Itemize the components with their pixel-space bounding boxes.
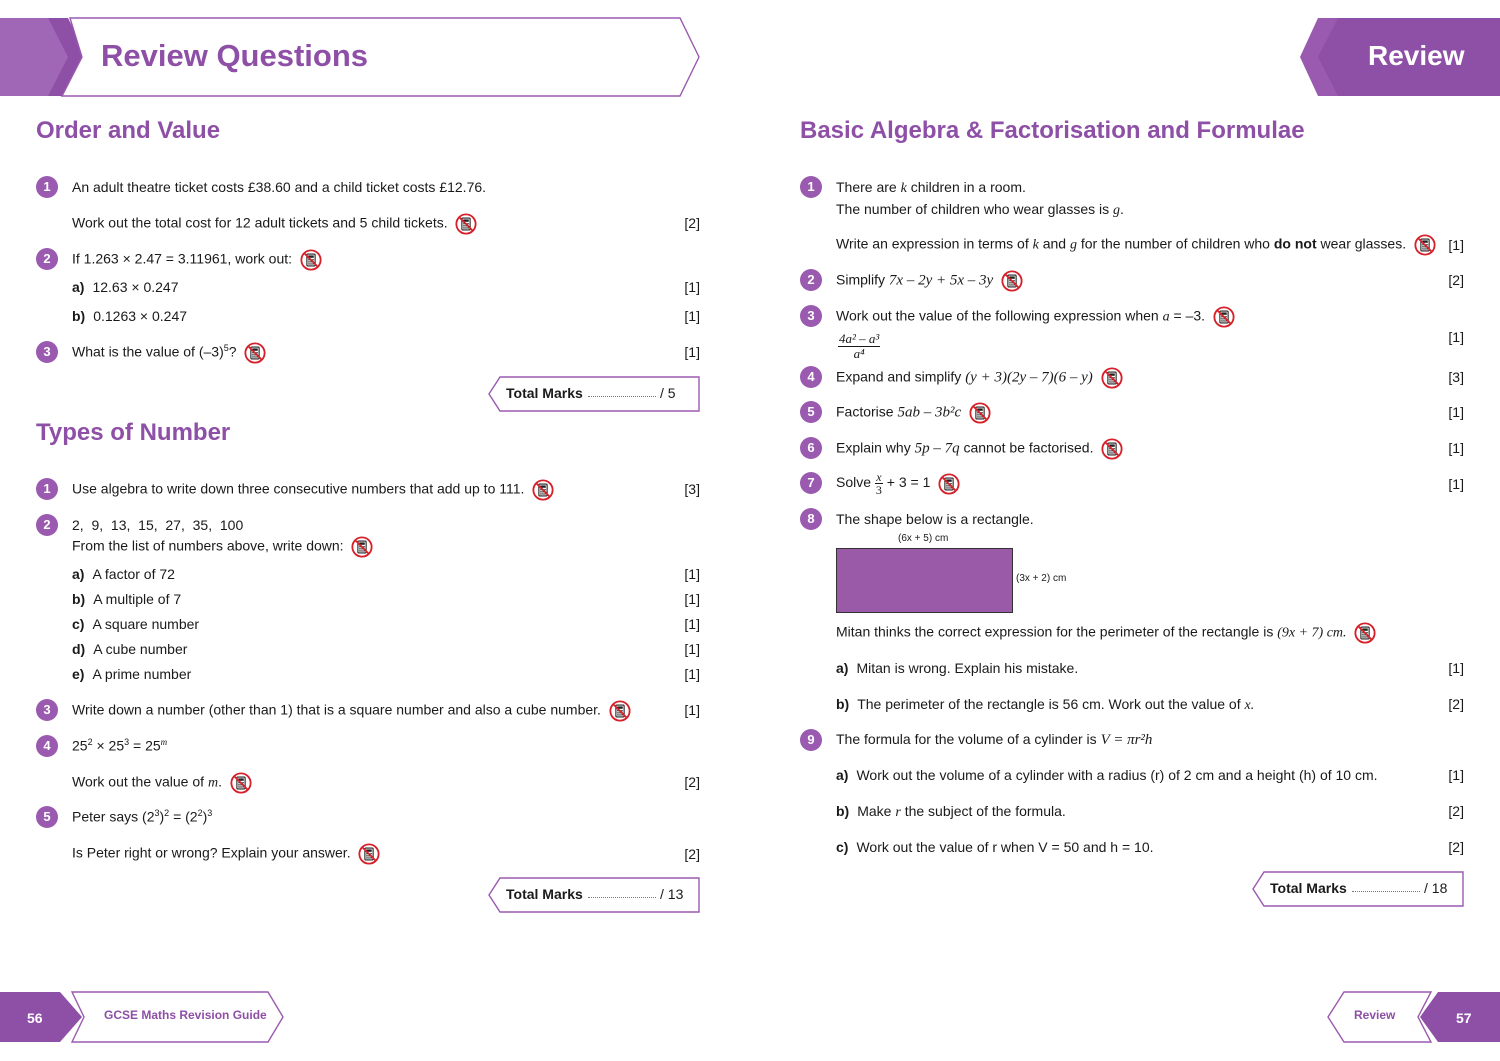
question-text <box>836 270 1023 292</box>
total-marks-label: Total Marks <box>506 886 583 902</box>
question-number: 4 <box>800 366 822 388</box>
expression: 5ab – 3b²c <box>897 404 962 421</box>
marks: [1] <box>684 702 700 718</box>
part-text: A factor of 72 <box>92 566 175 582</box>
text-part: Write an expression in terms of <box>836 235 1029 252</box>
emphasis: do not <box>1273 235 1317 252</box>
question-text <box>72 342 266 364</box>
marks: [1] <box>1448 476 1464 492</box>
marks: [2] <box>684 774 700 790</box>
variable: m <box>207 775 219 791</box>
part-label: a) <box>72 279 85 295</box>
number-list: 2, 9, 13, 15, 27, 35, 100 <box>72 517 244 533</box>
question-text <box>836 471 960 496</box>
expr-part: × 25 <box>92 737 125 754</box>
part-text: A multiple of 7 <box>93 591 182 607</box>
question-part <box>836 696 1254 714</box>
no-calculator-icon <box>230 772 252 794</box>
total-marks-box <box>488 376 700 408</box>
right-header-banner <box>1298 16 1500 98</box>
part-label: c) <box>72 616 85 632</box>
rectangle-top-label: (6x + 5) cm <box>898 533 949 544</box>
expr-part: 25 <box>72 737 88 754</box>
question-text <box>72 843 380 865</box>
book-title: GCSE Maths Revision Guide <box>104 1008 267 1022</box>
no-calculator-icon <box>300 249 322 271</box>
superscript: m <box>160 737 168 747</box>
part-text: 12.63 × 0.247 <box>92 279 179 295</box>
no-calculator-icon <box>1213 306 1235 328</box>
superscript: 2 <box>164 808 170 818</box>
part-text: Mitan is wrong. Explain his mistake. <box>856 660 1079 676</box>
total-marks-value: / 13 <box>660 886 684 902</box>
expr-part: ) <box>202 808 208 825</box>
text-part: Mitan thinks the correct expression for the perimeter of the rectangle is <box>836 623 1274 640</box>
variable: k <box>900 181 907 196</box>
question-text <box>836 234 1436 256</box>
question-text-body: From the list of numbers above, write down: <box>72 537 344 554</box>
superscript: 5 <box>223 343 229 354</box>
text-part: + 3 = 1 <box>882 474 931 491</box>
marks: [2] <box>1448 696 1464 712</box>
text-part: The number of children who wear glasses is <box>836 201 1110 217</box>
rectangle-diagram <box>836 548 1013 613</box>
part-label: b) <box>836 696 850 712</box>
part-text: Work out the value of r when V = 50 and h = 10. <box>856 839 1154 855</box>
no-calculator-icon <box>1001 270 1023 292</box>
text-part: children in a room. <box>910 179 1026 195</box>
text-part: and <box>1042 235 1067 252</box>
no-calculator-icon <box>358 843 380 865</box>
marks: [1] <box>1448 660 1464 676</box>
superscript: 3 <box>207 808 213 818</box>
question-text <box>836 179 1026 197</box>
section-label: Review <box>1368 40 1465 71</box>
question-text <box>836 306 1235 328</box>
question-text <box>836 731 1152 749</box>
question-text-body: If 1.263 × 2.47 = 3.11961, work out: <box>72 250 293 267</box>
question-text <box>72 249 322 271</box>
text-part: cannot be factorised. <box>963 439 1094 456</box>
part-label: a) <box>836 767 849 783</box>
question-part <box>836 767 1378 783</box>
marks: [1] <box>1448 329 1464 345</box>
question-text <box>72 536 373 558</box>
question-text-body: Write down a number (other than 1) that is a square number and also a cube number. <box>72 701 601 718</box>
marks: [1] <box>1448 440 1464 456</box>
total-marks-box <box>488 877 700 909</box>
question-part <box>72 279 178 295</box>
question-text <box>836 438 1123 460</box>
question-text <box>836 622 1376 644</box>
marks: [2] <box>1448 272 1464 288</box>
question-number: 3 <box>36 341 58 363</box>
part-text: A cube number <box>93 641 188 657</box>
left-header-banner <box>0 16 702 98</box>
question-text <box>72 479 554 501</box>
question-number: 1 <box>36 176 58 198</box>
footer-section-label: Review <box>1354 1008 1396 1022</box>
superscript: 3 <box>154 808 160 818</box>
left-footer <box>0 990 290 1044</box>
part-label: e) <box>72 666 85 682</box>
superscript: 2 <box>87 737 93 747</box>
fraction-numerator: 4a² – a³ <box>839 331 880 346</box>
marks: [1] <box>684 308 700 324</box>
total-marks-value: / 5 <box>660 385 676 401</box>
question-part <box>72 591 181 607</box>
fraction-expression <box>838 332 880 361</box>
no-calculator-icon <box>938 473 960 495</box>
section-title-algebra: Basic Algebra & Factorisation and Formulae <box>800 117 1305 144</box>
answer-line <box>1352 891 1420 892</box>
question-part <box>72 666 191 682</box>
part-text: The perimeter of the rectangle is 56 cm. Work out the value of <box>857 696 1241 712</box>
question-number: 4 <box>36 735 58 757</box>
expression: (9x + 7) cm. <box>1277 625 1347 641</box>
question-number: 3 <box>36 699 58 721</box>
question-number: 8 <box>800 508 822 530</box>
expr-part: Peter says (2 <box>72 808 155 825</box>
answer-line <box>588 897 656 898</box>
question-text <box>72 213 477 235</box>
question-part <box>836 660 1078 676</box>
part-text: the subject of the formula. <box>904 803 1066 819</box>
text-part: wear glasses. <box>1320 235 1407 252</box>
superscript: 3 <box>124 737 130 747</box>
no-calculator-icon <box>1414 234 1436 256</box>
question-text-body: Is Peter right or wrong? Explain your answer. <box>72 844 351 861</box>
text-part: Work out the value of the following expression when <box>836 307 1159 324</box>
no-calculator-icon <box>1101 367 1123 389</box>
page-number: 57 <box>1456 1010 1472 1026</box>
marks: [3] <box>1448 369 1464 385</box>
no-calculator-icon <box>1101 438 1123 460</box>
marks: [1] <box>684 279 700 295</box>
marks: [3] <box>684 481 700 497</box>
no-calculator-icon <box>609 700 631 722</box>
question-number: 2 <box>36 248 58 270</box>
fraction-denominator: 3 <box>875 483 882 497</box>
part-text: Make <box>857 803 892 819</box>
expression: 7x – 2y + 5x – 3y <box>888 272 994 289</box>
marks: [1] <box>684 591 700 607</box>
punctuation: . <box>218 773 222 790</box>
part-label: b) <box>72 591 86 607</box>
question-text <box>72 700 631 722</box>
total-marks-value: / 18 <box>1424 880 1448 896</box>
variable: r <box>895 805 901 820</box>
question-text-body: Work out the total cost for 12 adult tickets and 5 child tickets. <box>72 214 448 231</box>
marks: [1] <box>684 666 700 682</box>
question-part <box>836 839 1154 855</box>
question-number: 9 <box>800 729 822 751</box>
text-part: Factorise <box>836 403 894 420</box>
question-part <box>72 616 199 632</box>
part-text: 0.1263 × 0.247 <box>93 308 188 324</box>
question-text <box>836 201 1124 219</box>
formula: V = πr²h <box>1100 732 1153 748</box>
question-number: 1 <box>36 478 58 500</box>
superscript: 2 <box>197 808 203 818</box>
question-number: 2 <box>800 269 822 291</box>
text-part: = –3. <box>1169 307 1206 324</box>
question-text-body: Work out the value of <box>72 773 205 790</box>
part-text: A prime number <box>92 666 192 682</box>
right-footer <box>1326 990 1500 1044</box>
expr-part: = (2 <box>169 808 198 825</box>
question-text <box>72 772 252 794</box>
question-text: An adult theatre ticket costs £38.60 and a child ticket costs £12.76. <box>72 179 487 195</box>
fraction-denominator: a⁴ <box>853 346 865 361</box>
variable: g <box>1113 203 1121 218</box>
expression: 5p – 7q <box>914 440 960 457</box>
total-marks-label: Total Marks <box>1270 880 1347 896</box>
text-part: The formula for the volume of a cylinder is <box>836 731 1097 747</box>
variable: k <box>1032 237 1039 253</box>
no-calculator-icon <box>1354 622 1376 644</box>
question-number: 5 <box>800 401 822 423</box>
marks: [2] <box>1448 839 1464 855</box>
no-calculator-icon <box>351 536 373 558</box>
question-text-body: What is the value of (–3) <box>72 343 224 360</box>
part-label: c) <box>836 839 849 855</box>
part-label: a) <box>72 566 85 582</box>
section-title-types-of-number: Types of Number <box>36 419 231 446</box>
rectangle-side-label: (3x + 2) cm <box>1016 573 1067 584</box>
variable: x. <box>1244 698 1255 713</box>
question-text: The shape below is a rectangle. <box>836 511 1034 527</box>
question-part <box>72 641 187 657</box>
question-number: 7 <box>800 472 822 494</box>
part-text: Work out the volume of a cylinder with a radius (r) of 2 cm and a height (h) of 10 cm. <box>856 767 1378 783</box>
expr-part: = 25 <box>129 737 161 754</box>
part-label: a) <box>836 660 849 676</box>
no-calculator-icon <box>244 342 266 364</box>
section-title-order-value: Order and Value <box>36 117 221 144</box>
marks: [1] <box>684 616 700 632</box>
marks: [1] <box>1448 237 1464 253</box>
question-text <box>72 808 212 825</box>
fraction-numerator: x <box>876 470 882 484</box>
question-text-body: Use algebra to write down three consecutive numbers that add up to 111. <box>72 480 525 497</box>
fraction <box>875 471 883 496</box>
marks: [1] <box>1448 767 1464 783</box>
text-part: There are <box>836 179 897 195</box>
no-calculator-icon <box>455 213 477 235</box>
question-number: 2 <box>36 514 58 536</box>
question-text <box>836 402 991 424</box>
question-text <box>72 737 167 754</box>
part-label: b) <box>836 803 850 819</box>
question-number: 5 <box>36 806 58 828</box>
marks: [1] <box>1448 404 1464 420</box>
text-part: Simplify <box>836 271 886 288</box>
question-part <box>72 308 187 324</box>
no-calculator-icon <box>969 402 991 424</box>
page-title: Review Questions <box>101 38 369 73</box>
part-text: A square number <box>92 616 200 632</box>
right-footer-shape <box>1326 990 1500 1044</box>
question-number: 1 <box>800 176 822 198</box>
expr-part: ) <box>159 808 165 825</box>
part-label: b) <box>72 308 86 324</box>
text-part: Explain why <box>836 439 911 456</box>
marks: [1] <box>684 344 700 360</box>
question-number: 6 <box>800 437 822 459</box>
no-calculator-icon <box>532 479 554 501</box>
text-part: for the number of children who <box>1080 235 1270 252</box>
text-part: Expand and simplify <box>836 368 962 385</box>
variable: g <box>1069 237 1077 253</box>
total-marks-box <box>1252 871 1464 903</box>
marks: [2] <box>684 846 700 862</box>
text-part: . <box>1120 201 1124 217</box>
marks: [1] <box>684 566 700 582</box>
text-part: Solve <box>836 474 872 491</box>
answer-line <box>588 396 656 397</box>
marks: [1] <box>684 641 700 657</box>
total-marks-label: Total Marks <box>506 385 583 401</box>
part-label: d) <box>72 641 86 657</box>
question-part <box>72 566 175 582</box>
question-part <box>836 803 1066 821</box>
question-number: 3 <box>800 305 822 327</box>
question-text <box>836 367 1123 389</box>
marks: [2] <box>1448 803 1464 819</box>
page-number: 56 <box>27 1010 43 1026</box>
question-text-end: ? <box>228 343 237 360</box>
marks: [2] <box>684 215 700 231</box>
expression: (y + 3)(2y – 7)(6 – y) <box>965 369 1093 386</box>
variable: a <box>1162 309 1170 325</box>
